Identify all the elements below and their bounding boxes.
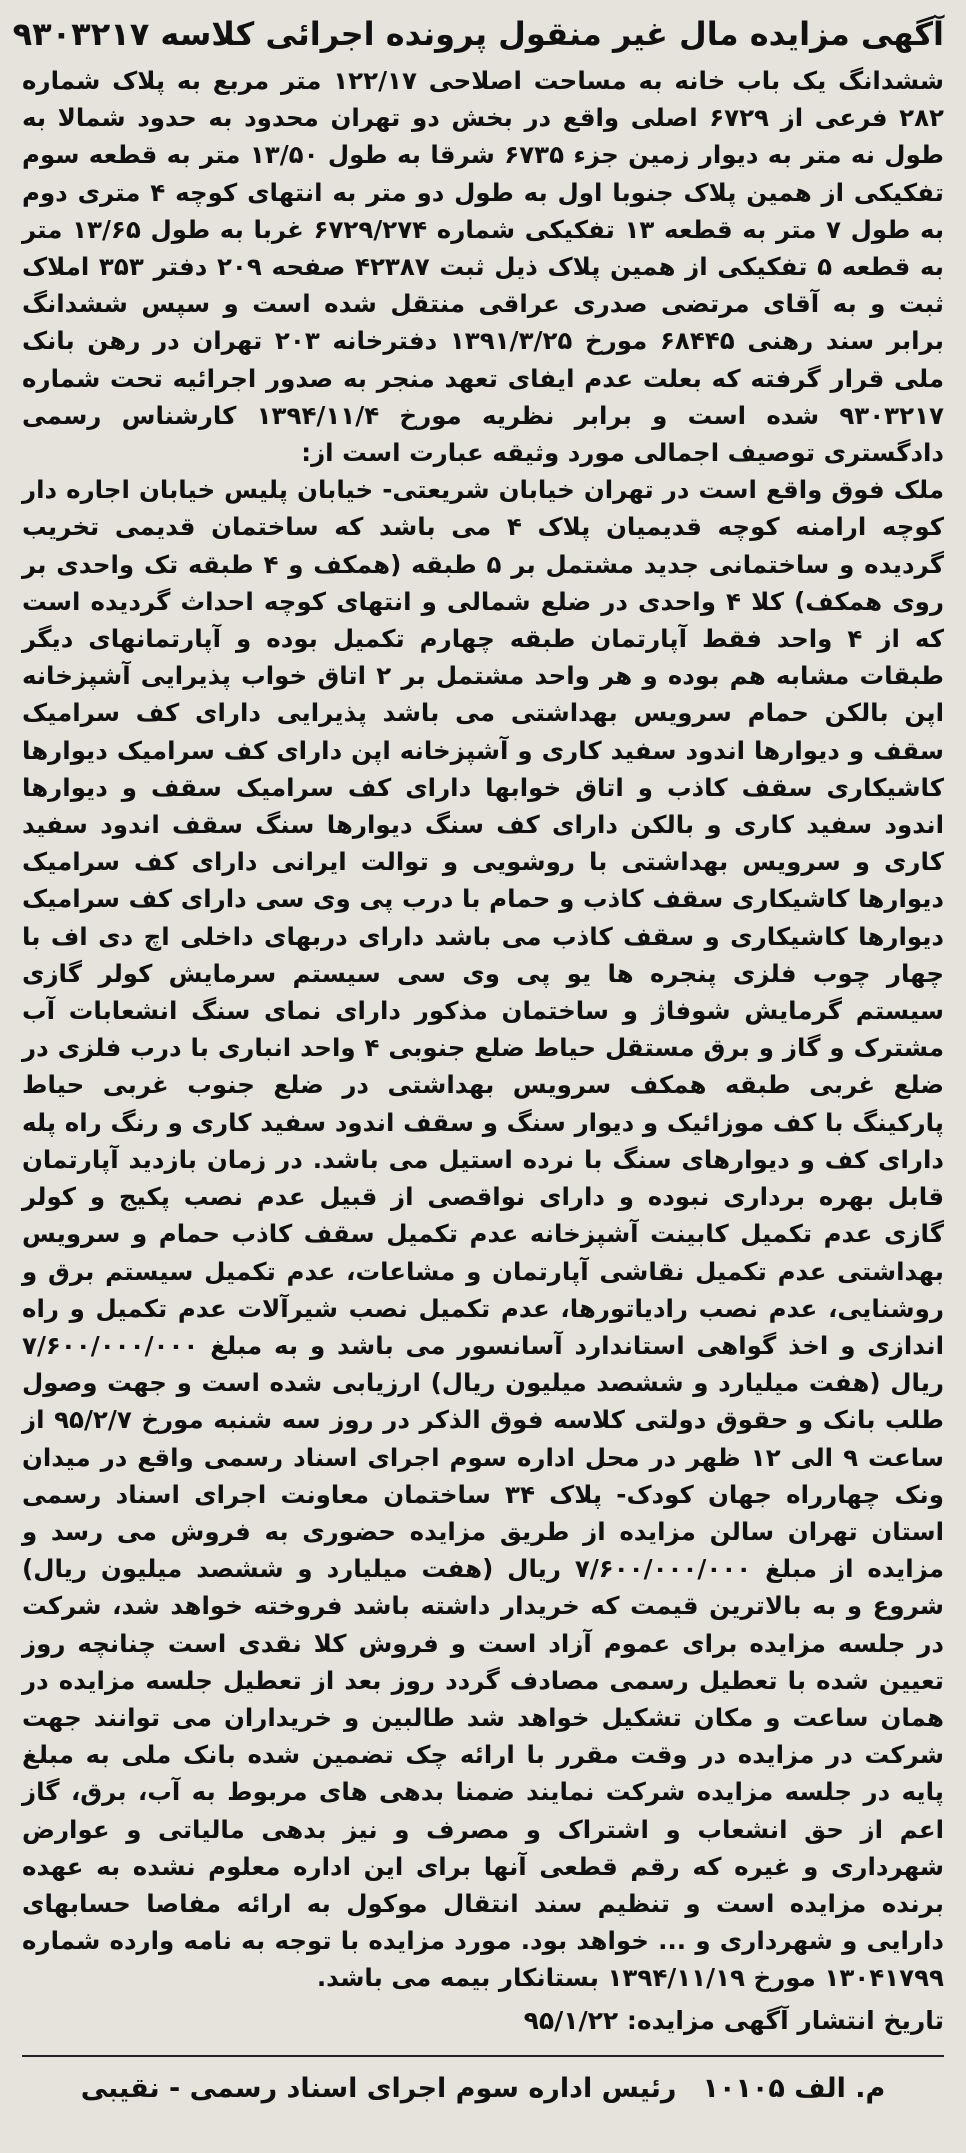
notice-title: آگهی مزایده مال غیر منقول پرونده اجرائی کلاسه ۹۳۰۳۲۱۷ (12, 15, 944, 53)
paragraph-property-description: ششدانگ یک باب خانه به مساحت اصلاحی ۱۲۲/۱۷ متر مربع به پلاک شماره ۲۸۲ فرعی از ۶۷۲۹ اصلی واقع در بخش دو تهران محدود به حدود شمالا به طول نه متر به دیوار زمین جزء ۶۷۳۵ شرقا به طول ۱۳/۵۰ متر به قطعه سوم تفکیکی از همین پلاک جنوبا اول به طول دو متر به انتهای کوچه ۴ متری دوم به طول ۷ متر به قطعه ۱۳ تفکیکی شماره ۶۷۲۹/۲۷۴ غربا به طول ۱۳/۶۵ متر به قطعه ۵ تفکیکی از همین پلاک ذیل ثبت ۴۲۳۸۷ صفحه ۲۰۹ دفتر ۳۵۳ املاک ثبت و به آقای مرتضی صدری عراقی منتقل شده است و سپس ششدانگ برابر سند رهنی ۶۸۴۴۵ مورخ ۱۳۹۱/۳/۲۵ دفترخانه ۲۰۳ تهران در رهن بانک ملی قرار گرفته که بعلت عدم ایفای تعهد منجر به صدور اجرائیه تحت شماره ۹۳۰۳۲۱۷ شده است و برابر نظریه مورخ ۱۳۹۴/۱۱/۴ کارشناس رسمی دادگستری توصیف اجمالی مورد وثیقه عبارت است از: (22, 66, 945, 468)
footer-divider (22, 2055, 944, 2057)
publish-date: تاریخ انتشار آگهی مزایده: ۹۵/۱/۲۲ (523, 2005, 944, 2035)
paragraph-expert-report: ملک فوق واقع است در تهران خیابان شریعتی- خیابان پلیس خیابان اجاره دار کوچه ارامنه کوچه قدیمیان پلاک ۴ می باشد که ساختمان قدیمی تخریب گردیده و ساختمانی جدید مشتمل بر ۵ طبقه (همکف و ۴ طبقه تک واحدی بر روی همکف) کلا ۴ واحدی در ضلع شمالی و انتهای کوچه احداث گردیده است که از ۴ واحد فقط آپارتمان طبقه چهارم تکمیل بوده و آپارتمانهای دیگر طبقات مشابه هم بوده و هر واحد مشتمل بر ۲ اتاق خواب پذیرایی آشپزخانه اپن بالکن حمام سرویس بهداشتی می باشد پذیرایی دارای کف سرامیک سقف و دیوارها اندود سفید کاری و آشپزخانه اپن دارای کف سرامیک دیوارها کاشیکاری سقف کاذب و اتاق خوابها دارای کف سرامیک سقف و دیوارها اندود سفید کاری و بالکن دارای کف سنگ دیوارها سنگ سقف اندود سفید کاری و سرویس بهداشتی با روشویی و توالت ایرانی دارای کف سرامیک دیوارها کاشیکاری سقف کاذب و حمام با درب پی وی سی دارای کف سرامیک دیوارها کاشیکاری و سقف کاذب می باشد دارای دربهای داخلی اچ دی اف با چهار چوب فلزی پنجره ها یو پی وی سی سیستم سرمایش کولر گازی سیستم گرمایش شوفاژ و ساختمان مذکور دارای نمای سنگ انشعابات آب مشترک و گاز و برق مستقل حیاط ضلع جنوبی ۴ واحد انباری با درب فلزی در ضلع غربی طبقه همکف سرویس بهداشتی در ضلع جنوب غربی حیاط پارکینگ با کف موزائیک و دیوار سنگ و سقف اندود سفید کاری و رنگ راه پله دارای کف و دیوارهای سنگ با نرده استیل می باشد. در زمان بازدید آپارتمان قابل بهره برداری نبوده و دارای نواقصی از قبیل عدم نصب پکیج و کولر گازی عدم تکمیل کابینت آشپزخانه عدم تکمیل سقف کاذب حمام و سرویس بهداشتی عدم تکمیل نقاشی آپارتمان و مشاعات، عدم تکمیل سیستم برق و روشنایی، عدم نصب رادیاتورها، عدم تکمیل نصب شیرآلات عدم تکمیل و راه اندازی و اخذ گواهی استاندارد آسانسور می باشد و به مبلغ ۷/۶۰۰/۰۰۰/۰۰۰ ریال (هفت میلیارد و ششصد میلیون ریال) ارزیابی شده است و جهت وصول طلب بانک و حقوق دولتی کلاسه فوق الذکر در روز سه شنبه مورخ ۹۵/۲/۷ از ساعت ۹ الی ۱۲ ظهر در محل اداره سوم اجرای اسناد رسمی واقع در میدان ونک چهارراه جهان کودک- پلاک ۳۴ ساختمان معاونت اجرای اسناد رسمی استان تهران سالن مزایده از طریق مزایده حضوری به فروش می رسد و مزایده از مبلغ ۷/۶۰۰/۰۰۰/۰۰۰ ریال (هفت میلیارد و ششصد میلیون ریال) شروع و به بالاترین قیمت که خریدار داشته باشد فروخته خواهد شد، شرکت در جلسه مزایده برای عموم آزاد است و فروش کلا نقدی است چنانچه روز تعیین شده با تعطیل رسمی مصادف گردد روز بعد از تعطیل جلسه مزایده در همان ساعت و مکان تشکیل خواهد شد طالبین و خریداران می توانند جهت شرکت در مزایده در وقت مقرر با ارائه چک تضمین شده بانک ملی به مبلغ پایه در جلسه مزایده شرکت نمایند ضمنا بدهی های مربوط به آب، برق، گاز اعم از حق انشعاب و اشتراک و مصرف و نیز بدهی مالیاتی و عوارض شهرداری و غیره که رقم قطعی آنها برای این اداره معلوم نشده به عهده برنده مزایده است و تنظیم سند انتقال موکول به ارائه مفاصا حسابهای دارایی و شهرداری و ... خواهد بود. مورد مزایده با توجه به نامه وارده شماره ۱۳۰۴۱۷۹۹ مورخ ۱۳۹۴/۱۱/۱۹ بستانکار بیمه می باشد. (22, 475, 945, 1993)
notice-code: م. الف ۱۰۱۰۵ (702, 2072, 886, 2104)
notice-body (22, 62, 944, 1997)
signature-line: رئیس اداره سوم اجرای اسناد رسمی - نقیبی (80, 2072, 677, 2104)
notice-footer (22, 2067, 944, 2111)
